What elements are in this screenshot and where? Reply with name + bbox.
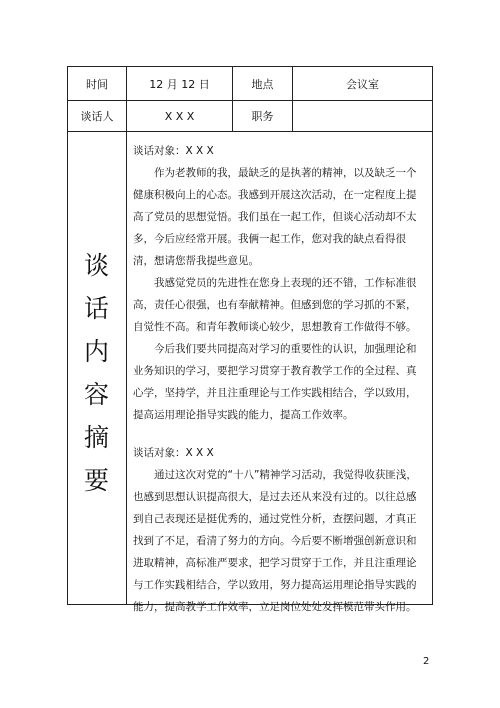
paragraph: 我感觉党员的先进性在您身上表现的还不错，工作标准很高，责任心很强，也有奉献精神。但感到您的学习抓的不紧，自觉性不高。和青年教师谈心较少，思想教育工作做得不够。 <box>133 277 417 333</box>
time-value: 12 月 12 日 <box>149 77 210 91</box>
talker-value: X X X <box>164 109 195 123</box>
side-title-char: 容 <box>83 380 109 409</box>
record-table <box>67 66 433 613</box>
column-divider <box>126 66 127 605</box>
paragraph: 作为老教师的我，最缺乏的是执著的精神，以及缺乏一个健康积极向上的心态。我感到开展这次活动，在一定程度上提高了党员的思想觉悟。我们虽在一起工作，但谈心活动却不太多，今后应经常开展。我俩一起工作，您对我的缺点看得很清，想请您帮我提些意见。 <box>133 167 417 267</box>
side-title-char: 谈 <box>83 251 109 280</box>
paragraph: 今后我们要共同提高对学习的重要性的认识，加强理论和业务知识的学习，要把学习贯穿于教育教学工作的全过程、真心学，坚持学，并且注重理论与工作实践相结合，学以致用，提高运用理论指导实践的能力，提高工作效率。 <box>133 343 417 421</box>
summary-content <box>133 140 423 618</box>
time-label: 时间 <box>86 77 108 91</box>
paragraph: 通过这次对党的“十八”精神学习活动，我觉得收获匪浅，也感到思想认识提高很大，是过去还从来没有过的。以往总感到自己表现还是挺优秀的，通过党性分析，查摆问题，才真正找到了不足，看清了努力的方向。今后要不断增强创新意识和进取精神，高标准严要求，把学习贯穿于工作，并且注重理论与工作实践相结合，学以致用，努力提高运用理论指导实践的能力，提高教学工作效率，立足岗位处处发挥模范带头作用。 <box>133 469 417 613</box>
place-value: 会议室 <box>346 77 379 91</box>
side-title-char: 内 <box>83 337 109 366</box>
talker-label: 谈话人 <box>80 110 114 123</box>
position-label: 职务 <box>251 110 274 123</box>
side-title-char: 摘 <box>83 423 109 452</box>
section-label: 谈话对象：X X X <box>133 447 214 459</box>
table-border-right <box>432 66 433 605</box>
place-label: 地点 <box>251 77 274 91</box>
section-label: 谈话对象：X X X <box>133 145 214 157</box>
side-title-char: 要 <box>83 466 109 495</box>
row-divider <box>67 131 433 132</box>
page-number: 2 <box>423 656 430 667</box>
side-title-char: 话 <box>83 294 109 323</box>
position-value <box>293 101 432 131</box>
